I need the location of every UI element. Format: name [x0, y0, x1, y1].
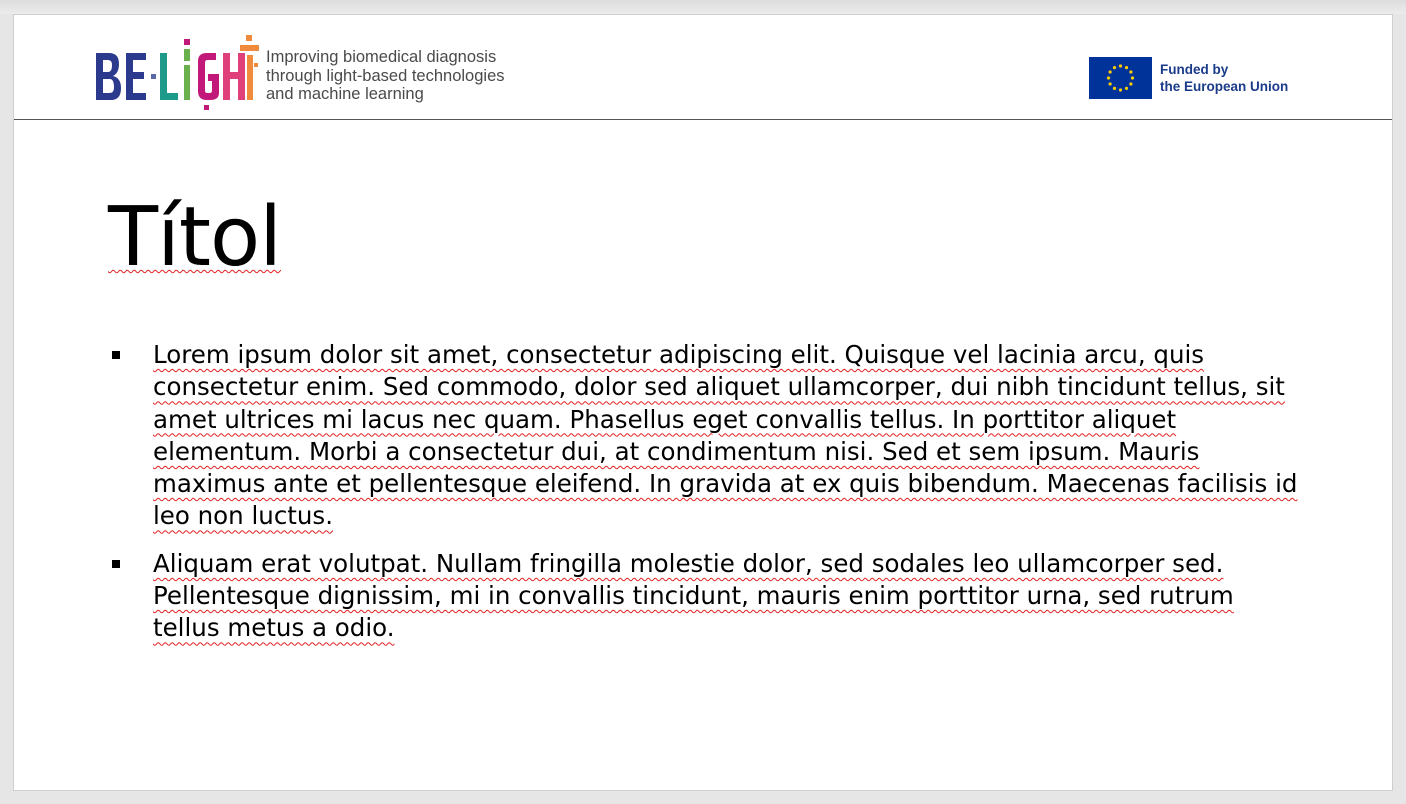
eu-flag-icon	[1089, 57, 1152, 99]
bullet-item[interactable]	[108, 339, 1308, 533]
belight-wordmark-logo	[94, 33, 259, 111]
funding-line-1: Funded by	[1160, 62, 1229, 77]
editor-top-strip	[0, 0, 1406, 14]
funding-text	[1160, 61, 1288, 95]
belight-logo	[94, 33, 534, 113]
tagline-line-1: Improving biomedical diagnosis	[266, 48, 497, 66]
slide-canvas[interactable]	[13, 14, 1393, 791]
bullet-text[interactable]: Lorem ipsum dolor sit amet, consectetur adipiscing elit. Quisque vel lacinia arcu, quis consectetur enim. Sed commodo, dolor sed aliquet ullamcorper, dui nibh tincidunt tellus, sit amet ultrices mi lacus nec quam. Phasellus eget convallis tellus. In porttitor aliquet elementum. Morbi a consectetur dui, at condimentum nisi. Sed et sem ipsum. Mauris maximus ante et pellentesque eleifend. In gravida at ex quis bibendum. Maecenas facilisis id leo non luctus.	[153, 340, 1298, 531]
bullet-item[interactable]	[108, 548, 1308, 645]
tagline-line-3: and machine learning	[266, 85, 424, 103]
logo-tagline	[266, 48, 505, 104]
square-bullet-icon	[112, 351, 120, 359]
eu-funding-badge	[1089, 57, 1288, 99]
slide-header	[14, 15, 1392, 119]
funding-line-2: the European Union	[1160, 79, 1289, 94]
bullet-text[interactable]: Aliquam erat volutpat. Nullam fringilla molestie dolor, sed sodales leo ullamcorper sed. Pellentesque dignissim, mi in convallis tincidunt, mauris enim porttitor urna, sed rutrum tellus metus a odio.	[153, 548, 1234, 643]
header-divider	[14, 119, 1392, 120]
square-bullet-icon	[112, 560, 120, 568]
slide-title[interactable]: Títol	[108, 190, 281, 285]
tagline-line-2: through light-based technologies	[266, 66, 505, 85]
bullet-list[interactable]	[108, 339, 1308, 660]
